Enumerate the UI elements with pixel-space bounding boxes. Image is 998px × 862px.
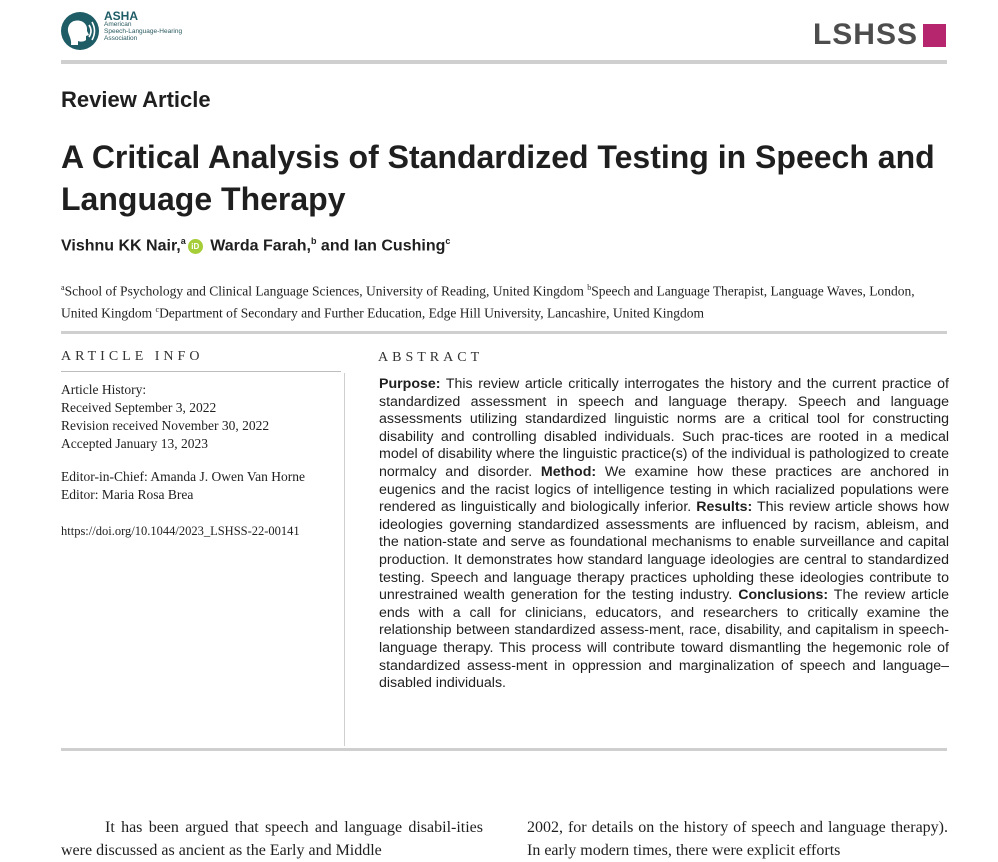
header-rule [61, 60, 947, 64]
history-label: Article History: [61, 382, 147, 397]
affiliation: Department of Secondary and Further Education, Edge Hill University, Lancashire, United Kingdom [159, 305, 705, 320]
purpose-text: This review article critically interrogates the history and the current practice of standardized assessment in speech and language therapy. Speech and language assessments utilizing standardized linguistic norms are a critical tool for constructing disability and controlling disabled individuals. Such prac-tices are rooted in a medical model of disability where the linguistic practice(s) of the individual is pathologized to create normalcy and disorder. [379, 376, 949, 480]
affil-sup: b [587, 283, 592, 292]
journal-square-icon [923, 24, 946, 47]
journal-logo [813, 20, 946, 50]
article-type: Review Article [61, 87, 211, 112]
abstract-bottom-rule [61, 748, 947, 751]
article-title: A Critical Analysis of Standardized Testing in Speech and Language Therapy [61, 139, 935, 217]
affil-sup: a [61, 283, 65, 292]
conclusions-text: The review article ends with a call for clinicians, educators, and researchers to critically examine the relationship between standardized assess-ment, race, disability, and capitalism in speech-language therapy. This process will contribute toward dismantling the hegemonic role of standardized assess-ment in oppression and marginalization of speech and language–disabled individuals. [379, 587, 949, 692]
received-date: Received September 3, 2022 [61, 400, 217, 415]
editor-in-chief: Editor-in-Chief: Amanda J. Owen Van Horne [61, 469, 305, 484]
asha-head-icon [60, 11, 100, 51]
conclusions-label: Conclusions: [738, 587, 829, 604]
author-name: Vishnu KK Nair, [61, 237, 181, 255]
editor: Editor: Maria Rosa Brea [61, 487, 194, 502]
org-line-2: Speech-Language-Hearing [104, 27, 183, 35]
author-list [61, 236, 450, 255]
revised-date: Revision received November 30, 2022 [61, 418, 270, 433]
results-text: This review article shows how ideologies governing standardized assessments are influenced by racism, ableism, and the nation-state and serve as foundational mechanisms to enable surveillance and capital production. It demonstrates how standard language ideologies are central to standardized testing. Speech and language therapy practices upholding these ideologies contribute to unrestrained wealth generation for the testing industry. [379, 499, 949, 604]
journal-name: LSHSS [812, 18, 918, 51]
affiliation: School of Psychology and Clinical Language Sciences, University of Reading, United Kingdom [64, 283, 584, 299]
org-abbrev: ASHA [104, 9, 139, 23]
author-name: Warda Farah, [210, 237, 311, 255]
purpose-label: Purpose: [379, 376, 441, 392]
body-column-2: 2002, for details on the history of speech and language therapy). In early modern times, there were explicit efforts [527, 819, 948, 859]
author-sup: a [180, 236, 186, 246]
asha-logo [60, 8, 200, 54]
org-line-3: Association [104, 34, 138, 42]
doi-link[interactable]: https://doi.org/10.1044/2023_LSHSS-22-00141 [61, 524, 300, 538]
affiliations [61, 279, 951, 322]
author-sup: c [445, 236, 451, 246]
abstract-box [344, 373, 948, 746]
section-rule [61, 331, 947, 334]
affiliation: Speech and Language Therapist, Language Waves, London, United Kingdom [61, 283, 915, 320]
accepted-date: Accepted January 13, 2023 [61, 436, 208, 451]
editors [61, 468, 305, 504]
orcid-icon[interactable]: iD [188, 239, 203, 254]
body-column-1: It has been argued that speech and language disabil-ities were discussed as ancient as the Early and Middle [61, 819, 483, 859]
affil-sup: c [155, 304, 160, 314]
results-label: Results: [696, 499, 753, 516]
org-line-1: American [104, 21, 132, 28]
article-history [61, 381, 269, 453]
article-info-heading: ARTICLE INFO [61, 349, 204, 364]
abstract-heading: ABSTRACT [378, 350, 484, 365]
abstract-body [379, 376, 949, 693]
method-text: We examine how these practices are anchored in eugenics and the racist logics of intelligence testing in which racialized populations were rendered as linguistically and biologically inferior. [379, 463, 949, 516]
author-name: and Ian Cushing [320, 237, 446, 255]
method-label: Method: [540, 463, 597, 480]
author-sup: b [310, 236, 317, 246]
article-info-rule [61, 371, 341, 372]
